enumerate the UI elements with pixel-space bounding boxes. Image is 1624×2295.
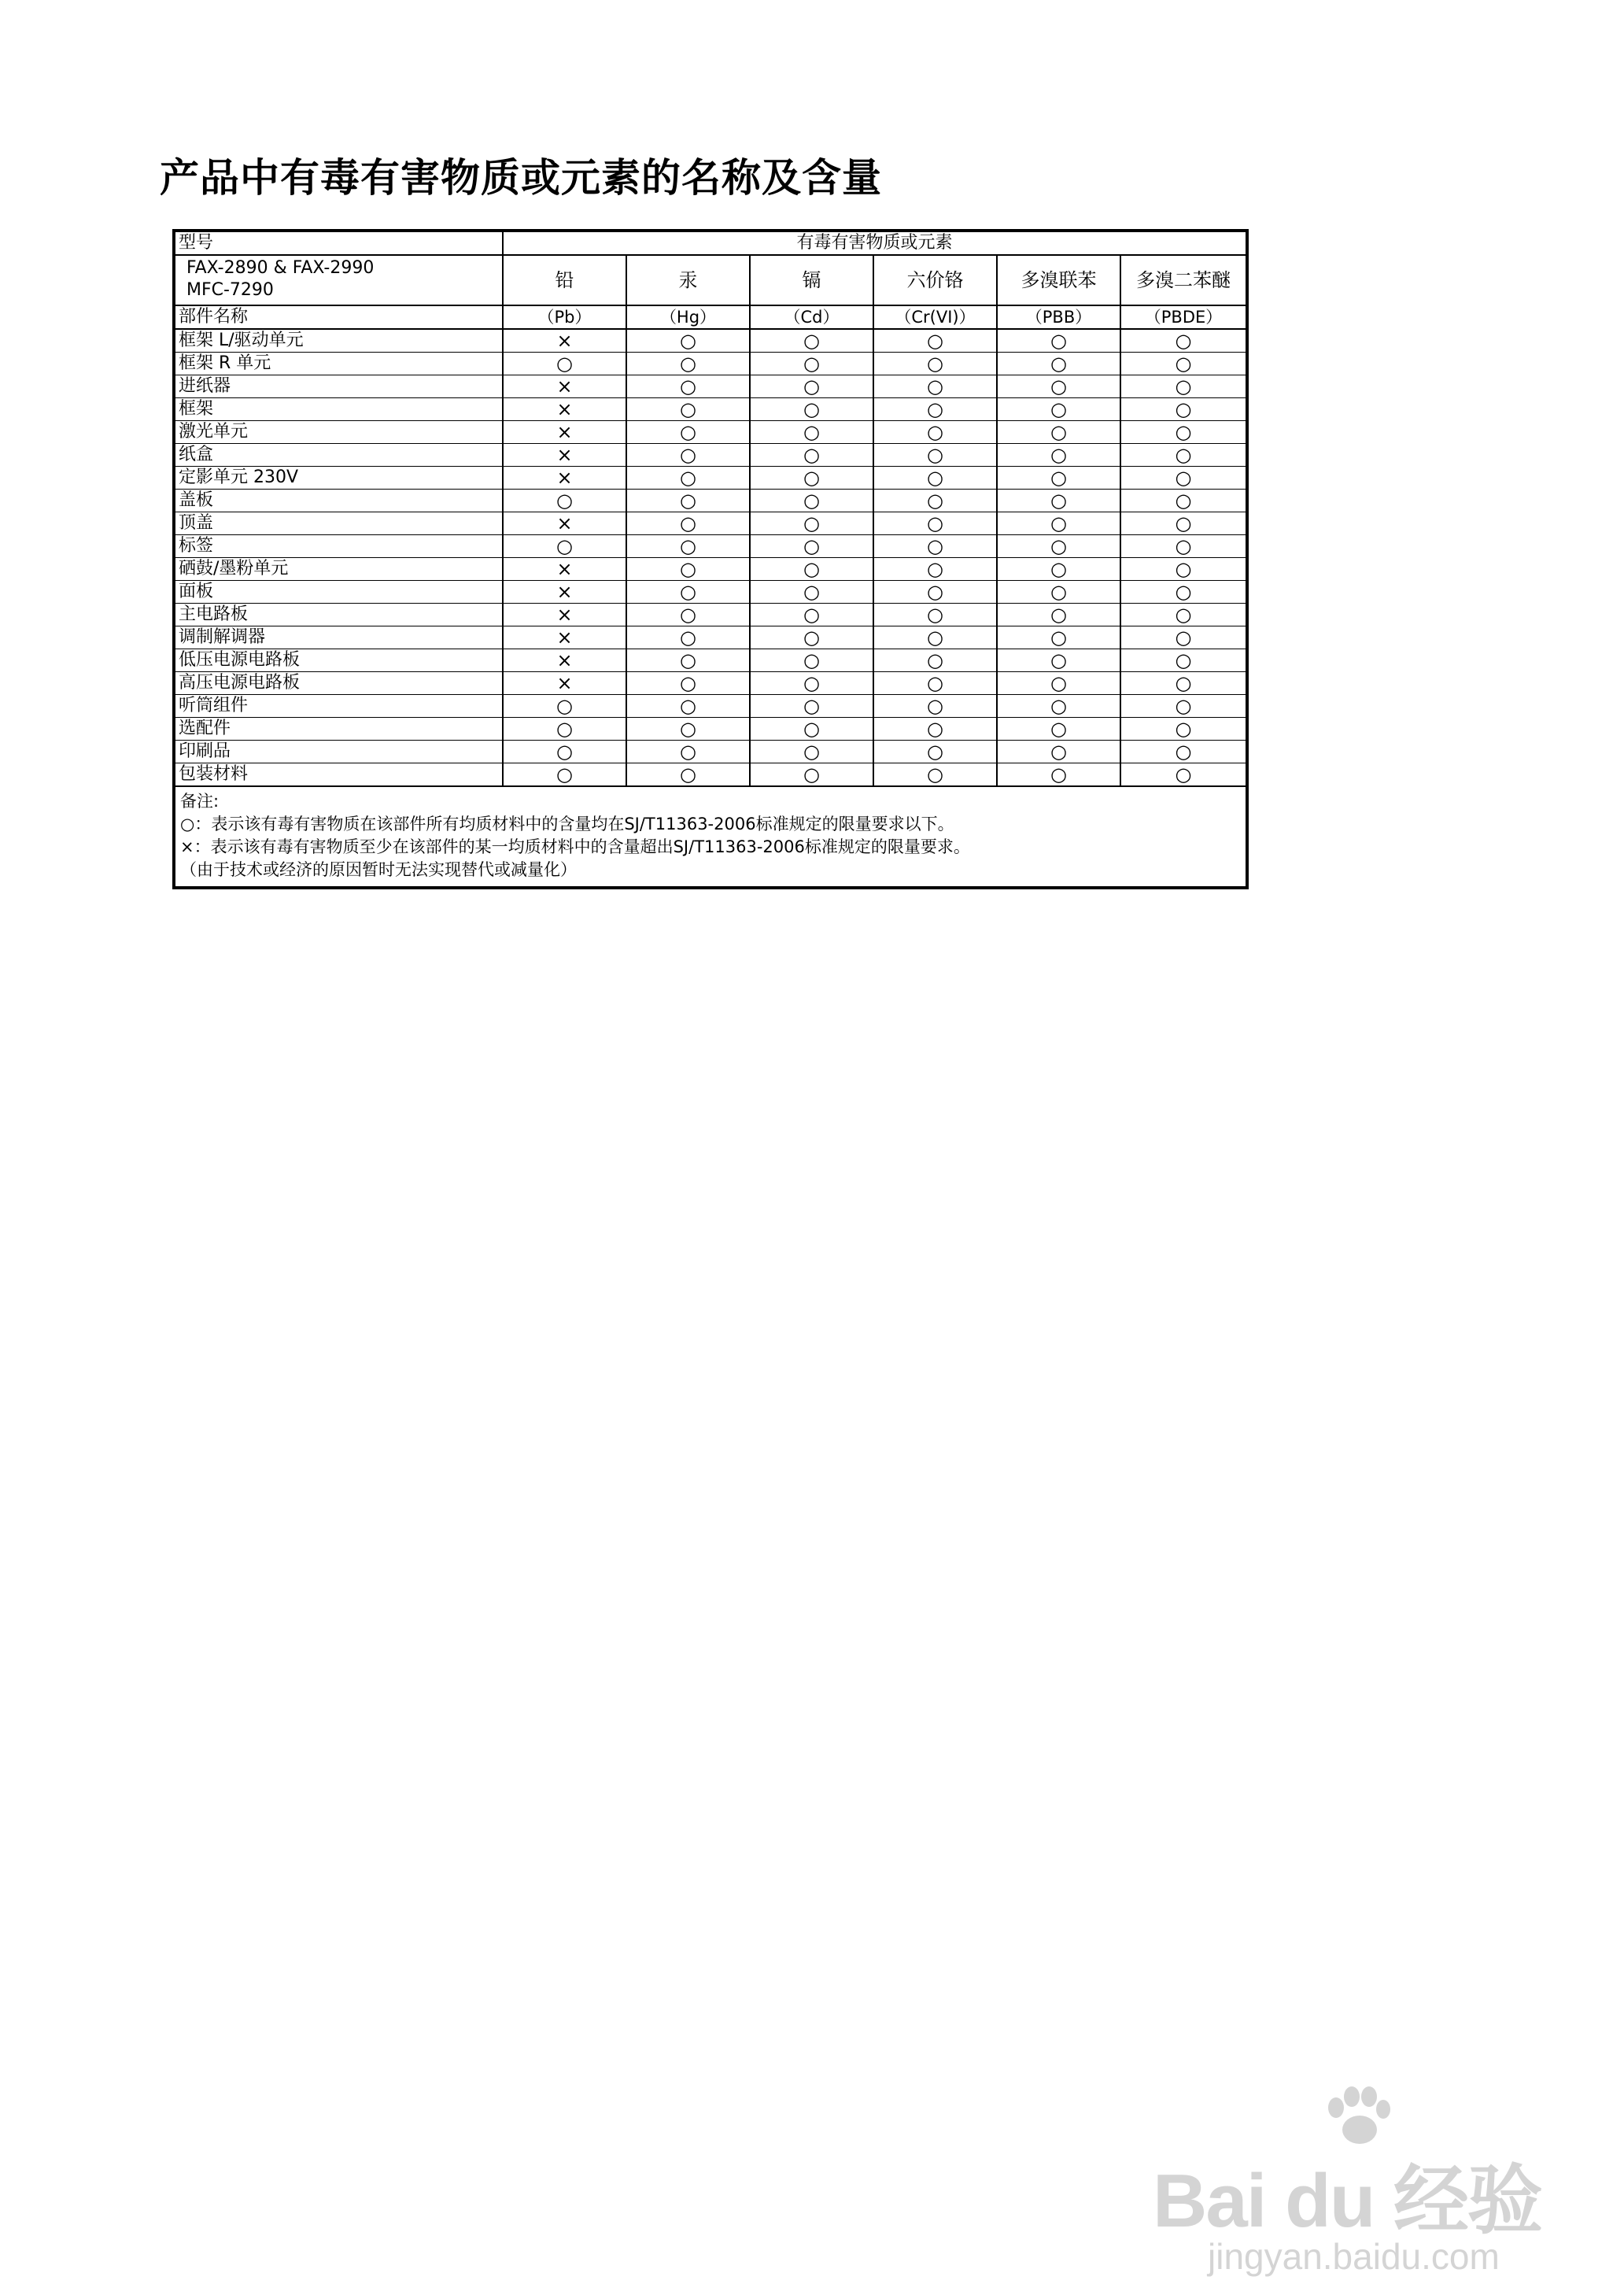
substance-mark-cell: ○	[626, 467, 750, 490]
table-row	[174, 695, 1247, 718]
substance-mark-cell: ○	[626, 741, 750, 763]
element-symbol-pbde: （PBDE）	[1120, 305, 1247, 329]
substance-mark-cell: ○	[626, 695, 750, 718]
part-name: 进纸器	[174, 375, 503, 398]
substance-mark-cell: ○	[873, 490, 997, 512]
substance-mark-cell: ○	[873, 329, 997, 353]
part-name: 顶盖	[174, 512, 503, 535]
substance-mark-cell: ○	[626, 718, 750, 741]
part-name: 框架 R 单元	[174, 353, 503, 375]
substance-mark-cell: ○	[750, 763, 873, 787]
substance-mark-cell: ○	[750, 398, 873, 421]
substance-mark-cell: ○	[997, 649, 1120, 672]
part-name: 框架 L/驱动单元	[174, 329, 503, 353]
substance-mark-cell: ○	[873, 649, 997, 672]
table-row	[174, 626, 1247, 649]
substance-mark-cell: ○	[626, 444, 750, 467]
watermark-brand: Bai du 经验	[1153, 2159, 1542, 2243]
element-symbol-mercury: （Hg）	[626, 305, 750, 329]
substance-mark-cell: ○	[503, 695, 626, 718]
substance-mark-cell: ○	[750, 741, 873, 763]
substance-mark-cell: ×	[503, 649, 626, 672]
header-row-elements	[174, 255, 1247, 305]
substance-mark-cell: ○	[873, 718, 997, 741]
substance-mark-cell: ○	[873, 558, 997, 581]
substance-mark-cell: ○	[750, 444, 873, 467]
notes-row	[174, 786, 1247, 888]
substance-mark-cell: ○	[873, 604, 997, 626]
substance-mark-cell: ○	[1120, 718, 1247, 741]
table-row	[174, 353, 1247, 375]
note-explanation: （由于技术或经济的原因暂时无法实现替代或减量化）	[180, 860, 577, 879]
header-row-symbols	[174, 305, 1247, 329]
substance-mark-cell: ○	[750, 421, 873, 444]
substance-mark-cell: ○	[873, 444, 997, 467]
substance-mark-cell: ○	[503, 353, 626, 375]
substance-mark-cell: ○	[997, 398, 1120, 421]
substance-mark-cell: ○	[1120, 490, 1247, 512]
element-symbol-chromium: （Cr(VI)）	[873, 305, 997, 329]
substance-mark-cell: ○	[997, 421, 1120, 444]
model-names	[174, 255, 503, 305]
part-name: 标签	[174, 535, 503, 558]
substance-mark-cell: ○	[1120, 558, 1247, 581]
substance-mark-cell: ○	[626, 421, 750, 444]
substance-mark-cell: ○	[1120, 604, 1247, 626]
substance-mark-cell: ○	[1120, 329, 1247, 353]
substance-mark-cell: ×	[503, 467, 626, 490]
substance-mark-cell: ○	[750, 535, 873, 558]
part-name: 盖板	[174, 490, 503, 512]
substance-mark-cell: ○	[626, 535, 750, 558]
substance-mark-cell: ○	[873, 535, 997, 558]
substance-mark-cell: ○	[503, 763, 626, 787]
table-row	[174, 558, 1247, 581]
substance-mark-cell: ○	[626, 490, 750, 512]
substance-mark-cell: ○	[997, 375, 1120, 398]
substance-mark-cell: ○	[1120, 626, 1247, 649]
table-row	[174, 581, 1247, 604]
substance-mark-cell: ○	[626, 649, 750, 672]
substance-mark-cell: ○	[503, 535, 626, 558]
element-name-lead: 铅	[503, 255, 626, 305]
substance-mark-cell: ○	[1120, 741, 1247, 763]
header-row-model	[174, 231, 1247, 255]
substance-mark-cell: ○	[873, 672, 997, 695]
model-name: MFC-7290	[186, 280, 274, 300]
model-name: FAX-2890 & FAX-2990	[186, 258, 375, 278]
substance-mark-cell: ○	[1120, 398, 1247, 421]
substance-mark-cell: ○	[1120, 375, 1247, 398]
substance-mark-cell: ○	[626, 512, 750, 535]
substance-mark-cell: ○	[503, 718, 626, 741]
notes-cell	[174, 786, 1247, 888]
substance-mark-cell: ○	[997, 467, 1120, 490]
substance-mark-cell: ×	[503, 398, 626, 421]
substance-mark-cell: ○	[750, 329, 873, 353]
substance-mark-cell: ○	[626, 329, 750, 353]
substance-mark-cell: ○	[873, 763, 997, 787]
table-row	[174, 672, 1247, 695]
substance-mark-cell: ○	[997, 535, 1120, 558]
table-row	[174, 421, 1247, 444]
substance-mark-cell: ×	[503, 626, 626, 649]
substance-mark-cell: ○	[997, 329, 1120, 353]
substance-mark-cell: ○	[626, 353, 750, 375]
substance-mark-cell: ○	[626, 604, 750, 626]
substance-mark-cell: ○	[750, 467, 873, 490]
substance-mark-cell: ○	[1120, 763, 1247, 787]
part-name: 主电路板	[174, 604, 503, 626]
substance-mark-cell: ○	[750, 695, 873, 718]
substance-mark-cell: ○	[750, 375, 873, 398]
substance-mark-cell: ×	[503, 604, 626, 626]
part-name: 包装材料	[174, 763, 503, 787]
baidu-jingyan-watermark	[1153, 2078, 1562, 2282]
part-name: 调制解调器	[174, 626, 503, 649]
substance-mark-cell: ○	[750, 604, 873, 626]
substance-mark-cell: ○	[1120, 695, 1247, 718]
substance-mark-cell: ○	[1120, 581, 1247, 604]
substance-mark-cell: ○	[626, 398, 750, 421]
substance-mark-cell: ○	[1120, 444, 1247, 467]
element-symbol-lead: （Pb）	[503, 305, 626, 329]
part-name: 激光单元	[174, 421, 503, 444]
substance-mark-cell: ○	[750, 626, 873, 649]
table-row	[174, 535, 1247, 558]
table-row	[174, 329, 1247, 353]
substance-mark-cell: ○	[750, 581, 873, 604]
document-title: 产品中有毒有害物质或元素的名称及含量	[160, 155, 882, 201]
substance-mark-cell: ○	[750, 649, 873, 672]
table-row	[174, 649, 1247, 672]
part-name: 硒鼓/墨粉单元	[174, 558, 503, 581]
table-row	[174, 490, 1247, 512]
table-row	[174, 467, 1247, 490]
substance-mark-cell: ○	[997, 353, 1120, 375]
element-symbol-pbb: （PBB）	[997, 305, 1120, 329]
substance-mark-cell: ○	[873, 695, 997, 718]
substance-mark-cell: ○	[997, 718, 1120, 741]
element-name-pbde: 多溴二苯醚	[1120, 255, 1247, 305]
table-row	[174, 763, 1247, 787]
substance-mark-cell: ○	[873, 626, 997, 649]
substance-mark-cell: ×	[503, 581, 626, 604]
substance-mark-cell: ○	[750, 672, 873, 695]
part-name: 定影单元 230V	[174, 467, 503, 490]
substance-mark-cell: ×	[503, 375, 626, 398]
substance-mark-cell: ○	[1120, 467, 1247, 490]
table-row	[174, 398, 1247, 421]
note-cross-meaning: ×：表示该有毒有害物质至少在该部件的某一均质材料中的含量超出SJ/T11363-2006标准规定的限量要求。	[180, 837, 970, 856]
substance-mark-cell: ○	[997, 512, 1120, 535]
substance-mark-cell: ○	[997, 581, 1120, 604]
substance-mark-cell: ○	[503, 490, 626, 512]
table-row	[174, 512, 1247, 535]
substance-mark-cell: ○	[1120, 672, 1247, 695]
substance-mark-cell: ○	[750, 558, 873, 581]
part-name: 印刷品	[174, 741, 503, 763]
watermark-url: jingyan.baidu.com	[1208, 2236, 1500, 2277]
substance-mark-cell: ○	[1120, 535, 1247, 558]
substance-mark-cell: ×	[503, 512, 626, 535]
substance-mark-cell: ○	[1120, 512, 1247, 535]
part-name: 高压电源电路板	[174, 672, 503, 695]
substance-mark-cell: ×	[503, 558, 626, 581]
substance-mark-cell: ○	[750, 718, 873, 741]
substance-mark-cell: ○	[626, 581, 750, 604]
part-name: 低压电源电路板	[174, 649, 503, 672]
substance-mark-cell: ○	[873, 512, 997, 535]
element-symbol-cadmium: （Cd）	[750, 305, 873, 329]
substance-mark-cell: ○	[873, 581, 997, 604]
element-name-chromium: 六价铬	[873, 255, 997, 305]
substance-mark-cell: ×	[503, 444, 626, 467]
part-name: 纸盒	[174, 444, 503, 467]
substance-mark-cell: ○	[873, 353, 997, 375]
substance-mark-cell: ○	[997, 741, 1120, 763]
table-row	[174, 718, 1247, 741]
substance-mark-cell: ○	[503, 741, 626, 763]
part-name: 选配件	[174, 718, 503, 741]
substance-mark-cell: ○	[997, 444, 1120, 467]
substance-mark-cell: ○	[873, 375, 997, 398]
substance-group-header: 有毒有害物质或元素	[503, 231, 1247, 255]
table-row	[174, 741, 1247, 763]
substance-mark-cell: ○	[997, 626, 1120, 649]
substance-mark-cell: ○	[997, 695, 1120, 718]
substance-mark-cell: ×	[503, 672, 626, 695]
hazardous-substances-table	[172, 229, 1249, 889]
substance-mark-cell: ○	[873, 398, 997, 421]
substance-mark-cell: ×	[503, 421, 626, 444]
part-name-label: 部件名称	[174, 305, 503, 329]
substance-mark-cell: ○	[1120, 649, 1247, 672]
substance-mark-cell: ○	[873, 741, 997, 763]
part-name: 面板	[174, 581, 503, 604]
table-row	[174, 444, 1247, 467]
notes-heading: 备注:	[180, 792, 220, 811]
substance-mark-cell: ○	[873, 421, 997, 444]
substance-mark-cell: ○	[626, 626, 750, 649]
substance-mark-cell: ○	[997, 672, 1120, 695]
substance-mark-cell: ○	[750, 490, 873, 512]
part-name: 框架	[174, 398, 503, 421]
substance-mark-cell: ○	[997, 604, 1120, 626]
element-name-mercury: 汞	[626, 255, 750, 305]
substance-mark-cell: ○	[626, 672, 750, 695]
substance-mark-cell: ○	[873, 467, 997, 490]
note-circle-meaning: ○：表示该有毒有害物质在该部件所有均质材料中的含量均在SJ/T11363-2006标准规定的限量要求以下。	[180, 815, 954, 833]
substance-mark-cell: ○	[626, 558, 750, 581]
model-label: 型号	[174, 231, 503, 255]
substance-mark-cell: ○	[750, 353, 873, 375]
element-name-pbb: 多溴联苯	[997, 255, 1120, 305]
substance-mark-cell: ○	[626, 375, 750, 398]
substance-mark-cell: ○	[750, 512, 873, 535]
substance-mark-cell: ○	[626, 763, 750, 787]
substance-mark-cell: ○	[997, 763, 1120, 787]
substance-mark-cell: ×	[503, 329, 626, 353]
substance-mark-cell: ○	[1120, 353, 1247, 375]
substance-mark-cell: ○	[997, 558, 1120, 581]
table-row	[174, 604, 1247, 626]
element-name-cadmium: 镉	[750, 255, 873, 305]
table-row	[174, 375, 1247, 398]
paw-icon	[1322, 2086, 1393, 2149]
substance-mark-cell: ○	[1120, 421, 1247, 444]
part-name: 听筒组件	[174, 695, 503, 718]
substance-mark-cell: ○	[997, 490, 1120, 512]
